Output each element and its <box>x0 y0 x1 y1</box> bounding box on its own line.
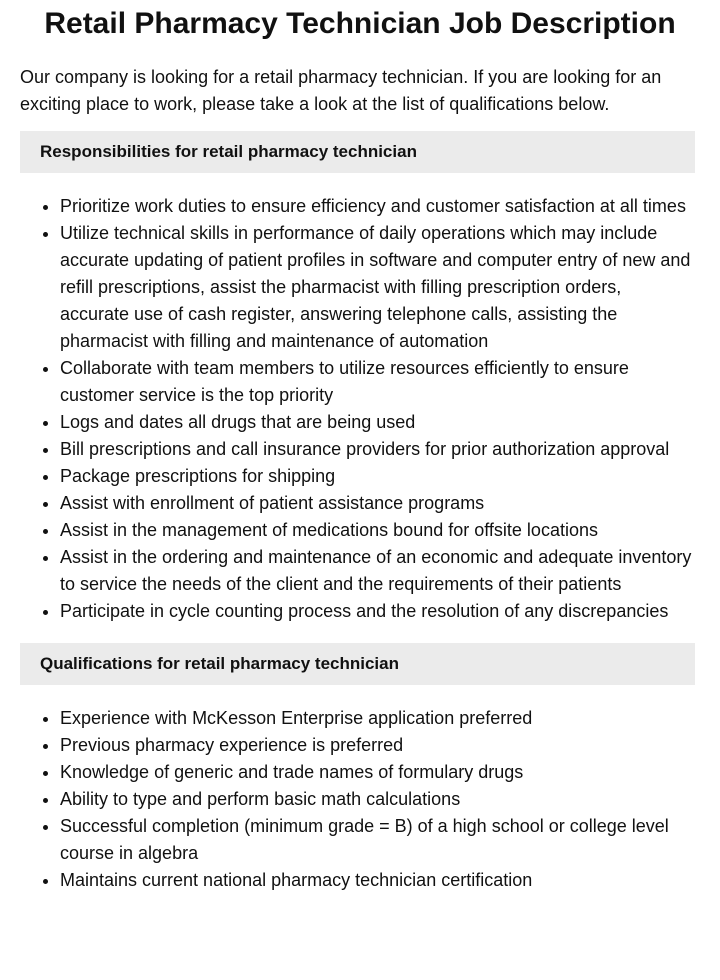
list-item: • Prioritize work duties to ensure efficiency and customer satisfaction at all times <box>60 193 695 220</box>
section-list <box>20 193 695 625</box>
list-item: • Assist in the management of medications bound for offsite locations <box>60 517 695 544</box>
list-item: • Ability to type and perform basic math calculations <box>60 786 695 813</box>
intro-text: Our company is looking for a retail pharmacy technician. If you are looking for an exciting place to work, please take a look at the list of qualifications below. <box>20 67 662 114</box>
list-item: • Successful completion (minimum grade = B) of a high school or college level course in algebra <box>60 813 695 867</box>
list-item: • Bill prescriptions and call insurance providers for prior authorization approval <box>60 436 695 463</box>
section-heading: Qualifications for retail pharmacy technician <box>20 643 695 685</box>
list-item: • Maintains current national pharmacy technician certification <box>60 867 695 894</box>
list-item: • Logs and dates all drugs that are being used <box>60 409 695 436</box>
list-item: • Assist in the ordering and maintenance of an economic and adequate inventory to service the needs of the client and the requirements of their patients <box>60 544 695 598</box>
page-title: Retail Pharmacy Technician Job Description <box>44 7 676 40</box>
list-item: • Knowledge of generic and trade names of formulary drugs <box>60 759 695 786</box>
list-item: • Assist with enrollment of patient assistance programs <box>60 490 695 517</box>
section-heading: Responsibilities for retail pharmacy technician <box>20 131 695 173</box>
list-item: • Previous pharmacy experience is preferred <box>60 732 695 759</box>
sections <box>0 131 720 894</box>
list-item: • Collaborate with team members to utilize resources efficiently to ensure customer service is the top priority <box>60 355 695 409</box>
list-item: • Utilize technical skills in performance of daily operations which may include accurate updating of patient profiles in software and computer entry of new and refill prescriptions, assist the pharmacist with filling prescription orders, accurate use of cash register, answering telephone calls, assisting the pharmacist with filling and maintenance of automation <box>60 220 695 355</box>
list-item: • Experience with McKesson Enterprise application preferred <box>60 705 695 732</box>
list-item: • Participate in cycle counting process and the resolution of any discrepancies <box>60 598 695 625</box>
list-item: • Package prescriptions for shipping <box>60 463 695 490</box>
section-list <box>20 705 695 894</box>
